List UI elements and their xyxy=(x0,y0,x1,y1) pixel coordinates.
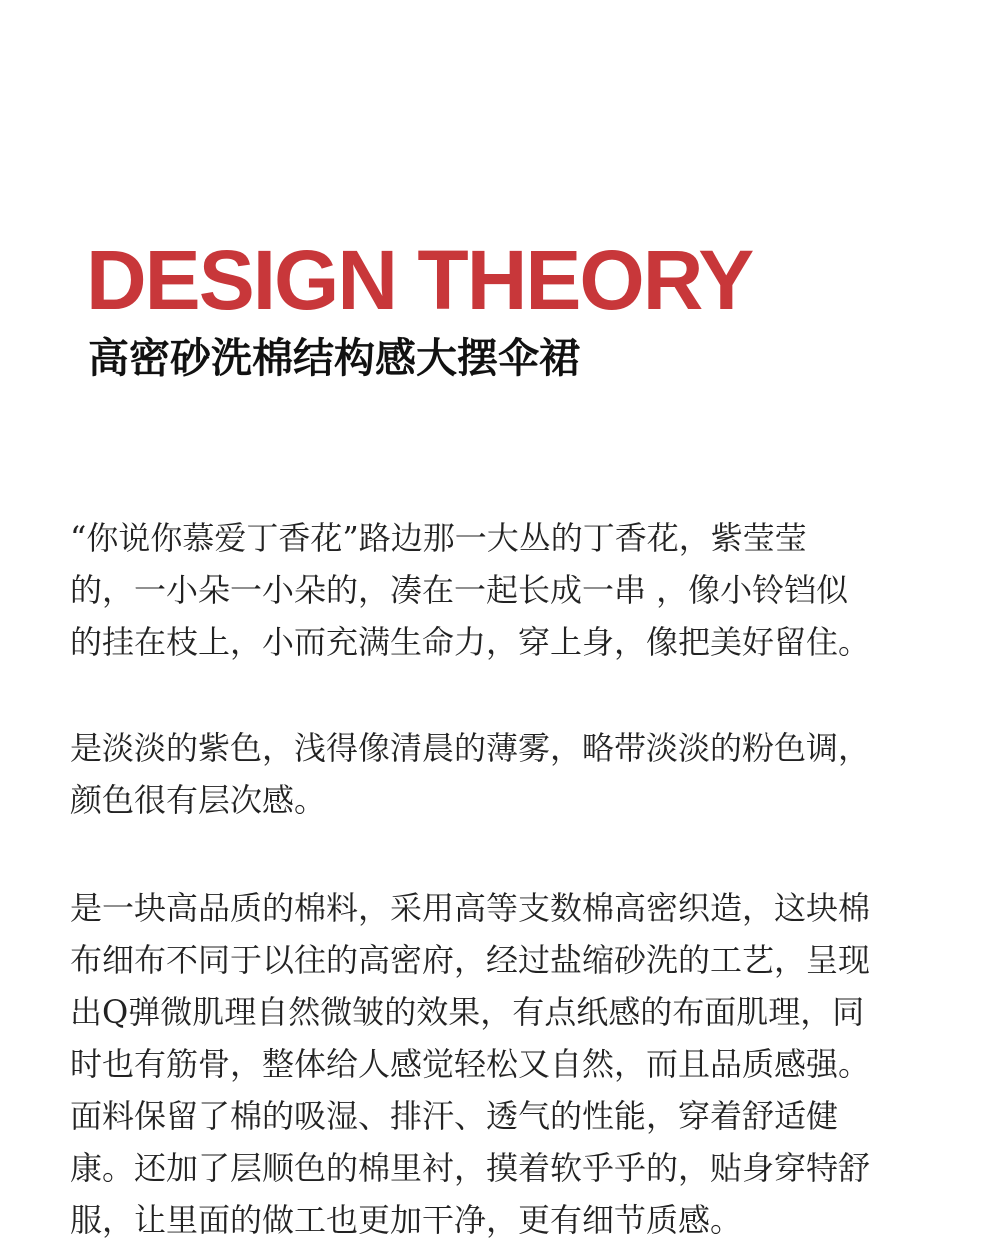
paragraph-line: 是淡淡的紫色，浅得像清晨的薄雾，略带淡淡的粉色调， xyxy=(70,729,871,767)
paragraph-intro xyxy=(70,512,870,668)
paragraph-line: 布细布不同于以往的高密府，经过盐缩砂洗的工艺，呈现 xyxy=(70,941,871,979)
paragraph-line: 出Q弹微肌理自然微皱的效果，有点纸感的布面肌理，同 xyxy=(70,993,865,1031)
paragraph-line: 服，让里面的做工也更加干净，更有细节质感。 xyxy=(70,1201,743,1239)
paragraph-line: 康。还加了层顺色的棉里衬，摸着软乎乎的，贴身穿特舒 xyxy=(70,1149,871,1187)
paragraph-line: 时也有筋骨，整体给人感觉轻松又自然，而且品质感强。 xyxy=(70,1045,871,1083)
page-title: DESIGN THEORY xyxy=(86,233,753,327)
paragraph-line: 是一块高品质的棉料，采用高等支数棉高密织造，这块棉 xyxy=(70,889,871,927)
paragraph-line: 面料保留了棉的吸湿、排汗、透气的性能，穿着舒适健 xyxy=(70,1097,839,1135)
page-subtitle: 高密砂洗棉结构感大摆伞裙 xyxy=(88,334,580,382)
paragraph-line: 的挂在枝上，小而充满生命力，穿上身，像把美好留住。 xyxy=(70,623,871,661)
paragraph-line: 的，一小朵一小朵的，凑在一起长成一串 ，像小铃铛似 xyxy=(70,571,849,609)
paragraph-color xyxy=(70,722,870,826)
paragraph-fabric xyxy=(70,882,870,1246)
paragraph-line: 颜色很有层次感。 xyxy=(70,781,327,819)
paragraph-line: “你说你慕爱丁香花”路边那一大丛的丁香花，紫莹莹 xyxy=(70,519,807,557)
